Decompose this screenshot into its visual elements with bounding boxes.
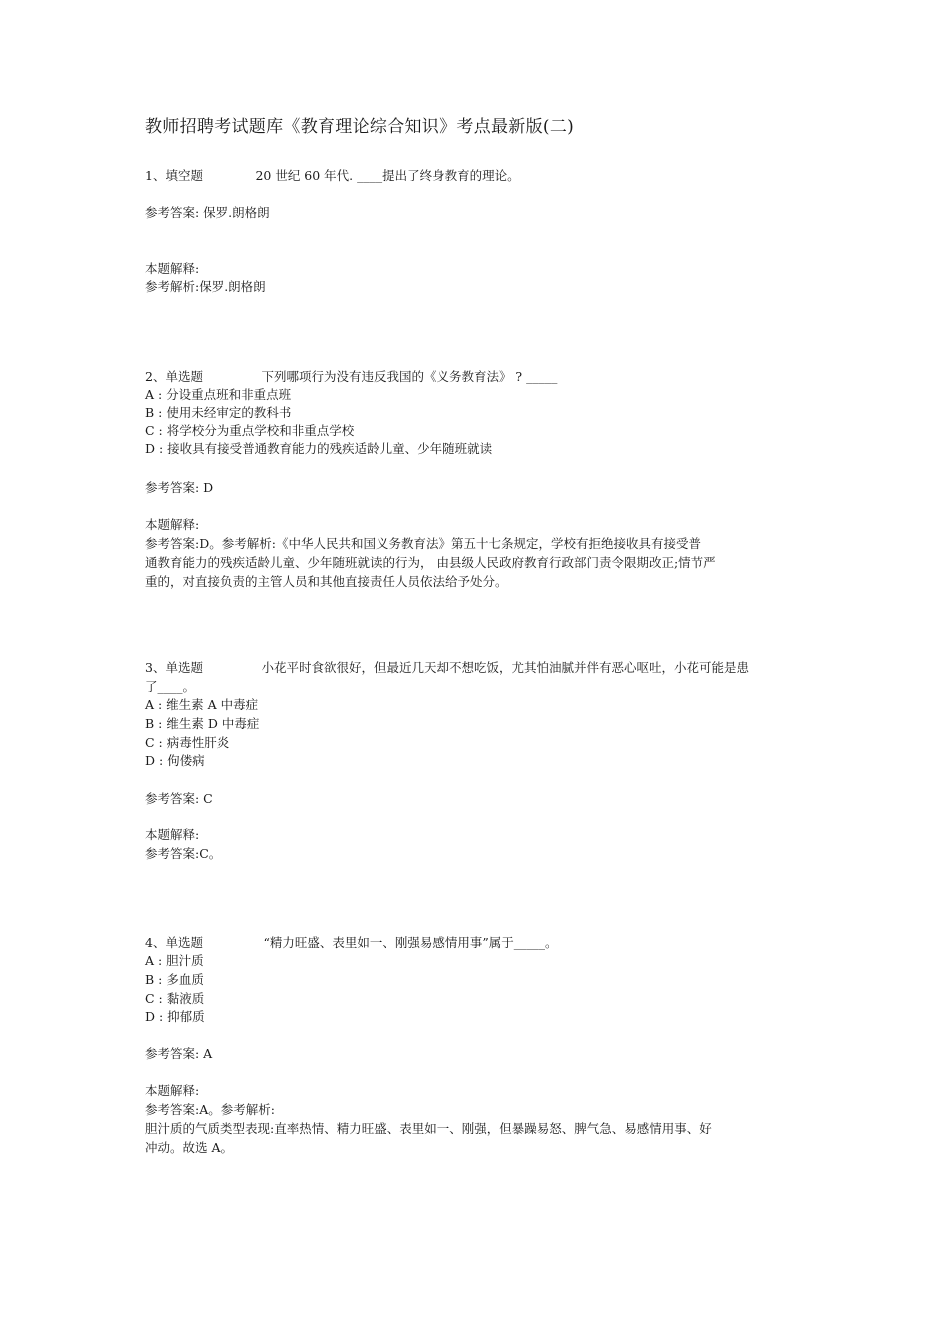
question-type: 单选题 — [165, 935, 203, 950]
question-3-header — [145, 659, 749, 677]
question-number: 3、 — [145, 660, 166, 675]
question-stem: 小花平时食欲很好，但最近几天却不想吃饭，尤其怕油腻并伴有恶心呕吐，小花可能是患 — [261, 660, 749, 675]
question-2-answer: 参考答案: D — [145, 480, 214, 495]
option-a: A : 胆汁质 — [145, 953, 204, 968]
question-stem: 20 世纪 60 年代. ____提出了终身教育的理论。 — [255, 168, 520, 183]
question-number: 1、 — [145, 168, 166, 183]
document-title: 教师招聘考试题库《教育理论综合知识》考点最新版(二) — [145, 117, 575, 137]
question-stem: 下列哪项行为没有违反我国的《义务教育法》 ? _____ — [261, 369, 558, 384]
option-c: C : 黏液质 — [145, 991, 205, 1006]
question-4-explanation-line: 参考答案:A。参考解析: — [145, 1102, 275, 1117]
question-4-header — [145, 934, 558, 952]
option-a: A : 维生素 A 中毒症 — [145, 697, 259, 712]
option-d: D : 接收具有接受普通教育能力的残疾适龄儿童、少年随班就读 — [145, 441, 493, 456]
question-type: 单选题 — [165, 369, 203, 384]
question-type: 填空题 — [165, 168, 203, 183]
question-4-explanation-line: 胆汁质的气质类型表现:直率热情、精力旺盛、表里如一、刚强，但暴躁易怒、脾气急、易感情用事、好 — [145, 1121, 712, 1136]
question-4-answer: 参考答案: A — [145, 1046, 213, 1061]
question-3-answer: 参考答案: C — [145, 791, 213, 806]
option-d: D : 抑郁质 — [145, 1009, 205, 1024]
question-1-explanation-line: 参考解析:保罗.朗格朗 — [145, 279, 266, 294]
question-stem: “精力旺盛、表里如一、刚强易感情用事”属于_____。 — [263, 935, 558, 950]
question-1-answer: 参考答案: 保罗.朗格朗 — [145, 205, 270, 220]
question-3-explanation-line: 参考答案:C。 — [145, 846, 222, 861]
question-1-explanation-heading: 本题解释: — [145, 261, 200, 276]
question-4-explanation-line: 冲动。故选 A。 — [145, 1140, 234, 1155]
question-2-explanation-heading: 本题解释: — [145, 517, 200, 532]
question-4-explanation-heading: 本题解释: — [145, 1083, 200, 1098]
option-a: A : 分设重点班和非重点班 — [145, 387, 292, 402]
option-b: B : 多血质 — [145, 972, 204, 987]
question-3-stem-continued: 了____。 — [145, 679, 196, 694]
question-2-explanation-line: 参考答案:D。参考解析:《中华人民共和国义务教育法》第五十七条规定，学校有拒绝接收具有接受普 — [145, 536, 701, 551]
question-type: 单选题 — [165, 660, 203, 675]
question-2-explanation-line: 通教育能力的残疾适龄儿童、少年随班就读的行为， 由县级人民政府教育行政部门责令限期改正;情节严 — [145, 555, 716, 570]
question-number: 2、 — [145, 369, 166, 384]
question-2-explanation-line: 重的，对直接负责的主管人员和其他直接责任人员依法给予处分。 — [145, 574, 508, 589]
question-2-header — [145, 368, 557, 386]
option-b: B : 维生素 D 中毒症 — [145, 716, 260, 731]
question-1-header — [145, 167, 520, 185]
option-d: D : 佝偻病 — [145, 753, 205, 768]
option-c: C : 将学校分为重点学校和非重点学校 — [145, 423, 355, 438]
question-3-explanation-heading: 本题解释: — [145, 827, 200, 842]
question-number: 4、 — [145, 935, 166, 950]
option-b: B : 使用未经审定的教科书 — [145, 405, 292, 420]
option-c: C : 病毒性肝炎 — [145, 735, 230, 750]
